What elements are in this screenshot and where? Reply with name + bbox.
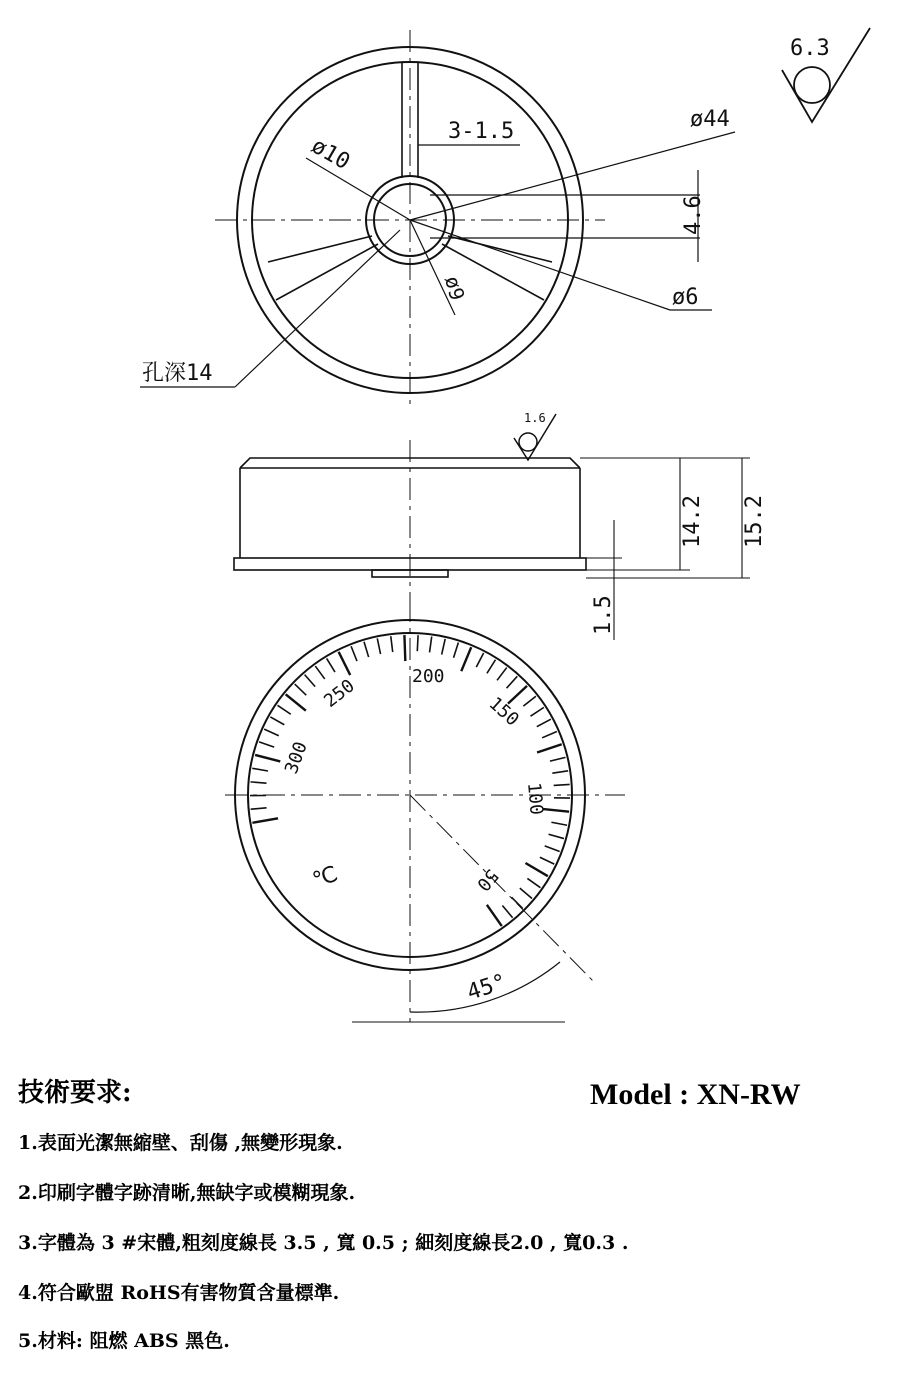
scale-tick	[377, 638, 380, 654]
dim-inner-dia: ø10	[307, 133, 354, 176]
scale-tick	[551, 822, 567, 825]
model-label: Model : XN-RW	[590, 1078, 801, 1111]
scale-tick	[430, 636, 432, 652]
scale-tick	[545, 846, 560, 852]
requirement-item: 5.材料: 阻燃 ABS 黑色.	[18, 1330, 230, 1352]
scale-tick	[554, 784, 570, 785]
scale-tick	[259, 742, 274, 747]
scale-tick	[537, 744, 562, 752]
scale-tick	[364, 642, 369, 657]
scale-tick	[270, 717, 284, 725]
scale-tick	[339, 652, 351, 675]
requirements-title: 技術要求:	[18, 1078, 132, 1108]
scale-tick	[351, 646, 357, 661]
scale-tick	[549, 834, 564, 838]
scale-tick	[537, 719, 551, 727]
scale-tick	[442, 639, 446, 655]
scale-tick	[252, 768, 268, 771]
scale-tick	[530, 707, 543, 716]
scale-tick	[542, 731, 557, 737]
scale-label-300: 300	[280, 738, 312, 777]
top-view	[140, 30, 735, 410]
scale-tick	[525, 863, 547, 876]
scale-tick	[508, 686, 527, 704]
requirement-item: 3.字體為 3 #宋體,粗刻度線長 3.5 , 寬 0.5 ; 細刻度線長2.0 , 寬0.3 .	[18, 1232, 629, 1254]
scale-tick	[327, 658, 335, 672]
scale-label-150: 150	[484, 693, 523, 731]
scale-tick	[520, 888, 532, 898]
scale-tick	[264, 729, 279, 736]
scale-tick	[251, 808, 267, 809]
scale-tick	[251, 782, 267, 783]
dial-view	[225, 600, 625, 1022]
scale-tick	[502, 905, 512, 917]
dim-hole-dia: ø9	[440, 273, 470, 303]
scale-tick	[507, 676, 518, 688]
scale-tick	[305, 675, 316, 687]
dim-outer-dia: ø44	[690, 107, 730, 132]
scale-tick	[391, 636, 393, 652]
scale-tick	[552, 771, 568, 773]
scale-tick	[487, 905, 502, 926]
surface-finish-top-label: 6.3	[790, 36, 830, 61]
scale-label-200: 200	[412, 666, 445, 687]
requirement-item: 4.符合歐盟 RoHS有害物質含量標準.	[18, 1282, 340, 1304]
dim-shaft-dia: ø6	[672, 285, 699, 310]
scale-tick	[295, 684, 307, 695]
dim-height-body: 14.2	[680, 495, 705, 548]
scale-tick	[476, 653, 483, 667]
dim-slot: 3-1.5	[448, 119, 515, 144]
scale-tick	[527, 878, 540, 887]
scale-label-100: 100	[523, 781, 547, 816]
scale-tick	[252, 818, 278, 823]
dim-angle: 45°	[464, 969, 510, 1006]
unit-celsius: ℃	[309, 861, 342, 894]
scale-tick	[487, 660, 496, 674]
scale-tick	[461, 647, 471, 671]
scale-label-50: 50	[472, 864, 503, 895]
requirement-item: 1.表面光潔無縮壁、刮傷 ,無變形現象.	[18, 1132, 343, 1154]
scale-tick	[523, 696, 536, 706]
scale-tick	[511, 897, 522, 908]
scale-tick	[286, 694, 306, 710]
scale-tick	[454, 642, 459, 657]
requirement-item: 2.印刷字體字跡清晰,無缺字或模糊現象.	[18, 1182, 356, 1204]
scale-tick	[417, 635, 418, 651]
scale-tick	[315, 666, 324, 679]
scale-tick	[497, 668, 507, 681]
scale-label-250: 250	[320, 675, 359, 712]
dim-flange: 1.5	[591, 595, 616, 635]
surface-finish-side-label: 1.6	[524, 411, 546, 425]
scale-tick	[540, 857, 554, 864]
scale-tick	[278, 705, 291, 714]
scale-tick	[550, 757, 566, 761]
scale-tick	[255, 755, 280, 762]
hole-depth-label: 孔深14	[142, 361, 213, 386]
dim-flat: 4.6	[681, 195, 706, 235]
scale-tick	[404, 635, 405, 661]
dim-height-total: 15.2	[742, 495, 767, 548]
side-view	[234, 414, 750, 640]
